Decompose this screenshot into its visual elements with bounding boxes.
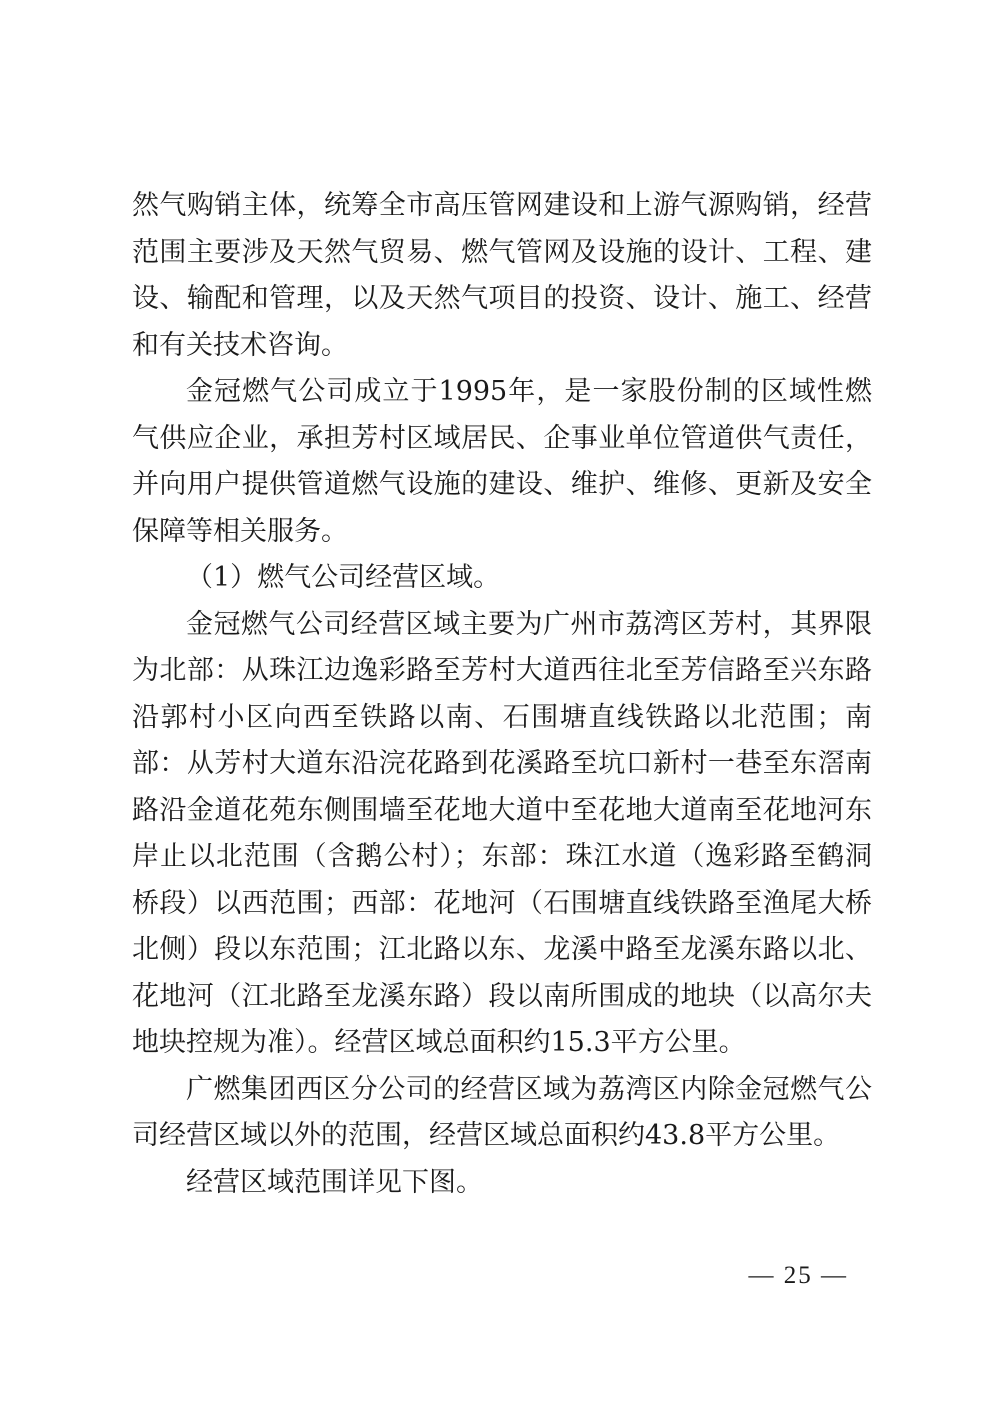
paragraph-jinguan-area: 金冠燃气公司经营区域主要为广州市荔湾区芳村，其界限为北部：从珠江边逸彩路至芳村大道西往北至芳信路至兴东路沿郭村小区向西至铁路以南、石围塘直线铁路以北范围；南部：从芳村大道东沿浣花路到花溪路至坑口新村一巷至东滘南路沿金道花苑东侧围墙至花地大道中至花地大道南至花地河东岸止以北范围（含鹅公村）；东部：珠江水道（逸彩路至鹤洞桥段）以西范围；西部：花地河（石围塘直线铁路至渔尾大桥北侧）段以东范围；江北路以东、龙溪中路至龙溪东路以北、花地河（江北路至龙溪东路）段以南所围成的地块（以高尔夫地块控规为准）。经营区域总面积约15.3平方公里。 (132, 608, 872, 1058)
paragraph-see-figure: 经营区域范围详见下图。 (186, 1166, 483, 1198)
paragraph-continuation: 然气购销主体，统筹全市高压管网建设和上游气源购销，经营范围主要涉及天然气贸易、燃气管网及设施的设计、工程、建设、输配和管理，以及天然气项目的投资、设计、施工、经营和有关技术咨询。 (132, 190, 872, 361)
section-heading-operating-area: （1）燃气公司经营区域。 (186, 562, 501, 593)
body-text (132, 183, 872, 1206)
paragraph-jinguan-intro: 金冠燃气公司成立于1995年，是一家股份制的区域性燃气供应企业，承担芳村区域居民、企事业单位管道供气责任，并向用户提供管道燃气设施的建设、维护、维修、更新及安全保障等相关服务。 (132, 376, 872, 547)
paragraph-west-branch-area: 广燃集团西区分公司的经营区域为荔湾区内除金冠燃气公司经营区域以外的范围，经营区域总面积约43.8平方公里。 (132, 1073, 872, 1151)
page-number: — 25 — (748, 1262, 848, 1289)
